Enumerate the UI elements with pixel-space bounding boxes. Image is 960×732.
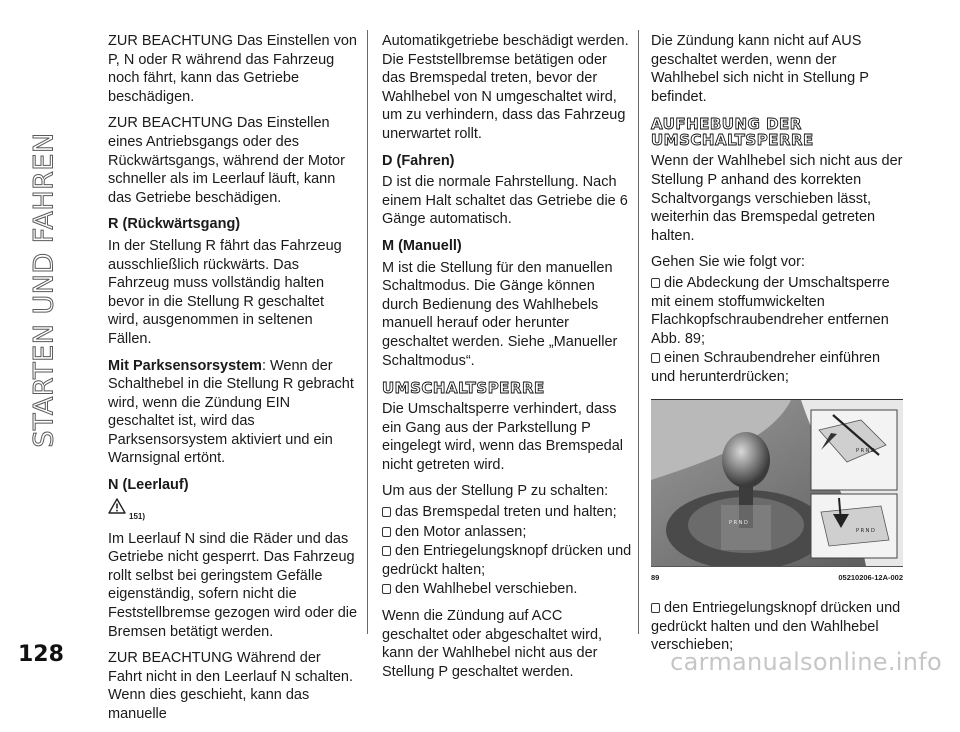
svg-text:P R N D: P R N D — [856, 527, 875, 534]
warning-ref-number: 151) — [129, 511, 146, 521]
section-heading: AUFHEBUNG DER UMSCHALTSPERRE — [651, 115, 814, 150]
text-column-1 — [108, 32, 358, 732]
note-paragraph: ZUR BEACHTUNG Das Einstellen eines Antriebsgangs oder des Rückwärtsgangs, während der Motor schneller als im Leerlauf läuft, kann das Getriebe beschädigen. — [108, 115, 345, 206]
warning-reference — [108, 498, 358, 520]
checkbox-bullet-icon — [651, 603, 660, 613]
list-item — [651, 274, 903, 348]
checkbox-bullet-icon — [651, 353, 660, 363]
body-paragraph: Die Umschaltsperre verhindert, dass ein Gang aus der Parkstellung P eingelegt wird, wenn das Bremspedal nicht getreten wird. — [382, 401, 623, 473]
body-paragraph: Im Leerlauf N sind die Räder und das Getriebe nicht gesperrt. Das Fahrzeug rollt selbst bei geringstem Gefälle eigenständig, sofern nicht die Feststellbremse gezogen wird oder die Bremsen betätigt werden. — [108, 530, 358, 640]
svg-text:P R N D: P R N D — [856, 447, 875, 454]
chapter-side-tab: STARTEN UND FAHREN — [28, 132, 60, 448]
checkbox-bullet-icon — [382, 507, 391, 517]
list-item-text: den Motor anlassen; — [395, 523, 527, 540]
list-item — [651, 349, 903, 386]
bold-lead: Mit Parksensorsystem — [108, 357, 262, 374]
column-divider — [638, 30, 639, 634]
checkbox-bullet-icon — [382, 527, 391, 537]
list-item-text: den Entriegelungsknopf drücken und gedrückt halten; — [382, 543, 632, 578]
checkbox-bullet-icon — [382, 546, 391, 556]
page-number: 128 — [18, 642, 64, 667]
figure-caption — [651, 566, 903, 588]
list-item-text: den Wahlhebel verschieben. — [395, 581, 578, 598]
subheading-neutral: N (Leerlauf) — [108, 477, 189, 494]
body-paragraph: Automatikgetriebe beschädigt werden. Die Feststellbremse betätigen oder das Bremspedal treten, bevor der Wahlhebel von N umgeschaltet wird, um zu verhindern, dass das Fahrzeug unerwartet rollt. — [382, 33, 629, 142]
note-paragraph: ZUR BEACHTUNG Das Einstellen von P, N oder R während das Fahrzeug noch fährt, kann das Getriebe beschädigen. — [108, 33, 357, 105]
checkbox-bullet-icon — [382, 584, 391, 594]
list-item-text: die Abdeckung der Umschaltsperre mit einem stoffumwickelten Flachkopfschraubendreher entfernen Abb. 89; — [651, 274, 890, 347]
body-paragraph: D ist die normale Fahrstellung. Nach einem Halt schaltet das Getriebe die 6 Gänge automatisch. — [382, 174, 628, 228]
section-heading: UMSCHALTSPERRE — [382, 379, 545, 398]
body-paragraph: Um aus der Stellung P zu schalten: — [382, 483, 609, 500]
figure-89 — [651, 399, 903, 588]
note-paragraph: ZUR BEACHTUNG Während der Fahrt nicht in den Leerlauf N schalten. Wenn dies geschieht, kann das manuelle — [108, 650, 354, 722]
column-divider — [367, 30, 368, 634]
text-column-2 — [382, 32, 632, 689]
svg-text:P R N D: P R N D — [729, 519, 748, 526]
list-item — [651, 599, 903, 655]
body-paragraph: Gehen Sie wie folgt vor: — [651, 254, 805, 271]
figure-code: 05210206-12A-002 — [838, 572, 903, 582]
checkbox-bullet-icon — [651, 278, 660, 288]
paragraph-rest: : Wenn der Schalthebel in die Stellung R gebracht wird, wenn die Zündung EIN geschaltet ist, wird das Parksensorsystem aktiviert und ein Warnsignal ertönt. — [108, 357, 354, 467]
list-item-text: den Entriegelungsknopf drücken und gedrückt halten und den Wahlhebel verschieben; — [651, 600, 901, 654]
text-column-3 — [651, 32, 903, 656]
body-paragraph: Die Zündung kann nicht auf AUS geschaltet werden, wenn der Wahlhebel sich nicht in Stellung P befindet. — [651, 33, 869, 105]
list-item — [382, 542, 632, 579]
figure-number: 89 — [651, 572, 660, 582]
warning-triangle-icon — [108, 498, 126, 514]
list-item — [382, 503, 632, 522]
body-paragraph — [108, 357, 358, 469]
body-paragraph: In der Stellung R fährt das Fahrzeug ausschließlich rückwärts. Das Fahrzeug muss vollständig halten bevor in die Stellung R geschaltet wird, ausgenommen in seltenen Fällen. — [108, 237, 342, 347]
list-item — [382, 523, 632, 542]
subheading-drive: D (Fahren) — [382, 152, 455, 169]
body-paragraph: Wenn der Wahlhebel sich nicht aus der Stellung P anhand des korrekten Schaltvorgangs verschieben lässt, weiterhin das Bremspedal getreten halten. — [651, 153, 903, 244]
body-paragraph: M ist die Stellung für den manuellen Schaltmodus. Die Gänge können durch Bedienung des Wahlhebels manuell herauf oder herunter geschaltet werden. Siehe „Manueller Schaltmodus“. — [382, 259, 618, 369]
subheading-manual: M (Manuell) — [382, 237, 462, 254]
body-paragraph: Wenn die Zündung auf ACC geschaltet oder abgeschaltet wird, kann der Wahlhebel nicht aus der Stellung P geschaltet werden. — [382, 608, 603, 680]
subheading-reverse: R (Rückwärtsgang) — [108, 216, 241, 233]
list-item-text: einen Schraubendreher einführen und herunterdrücken; — [651, 350, 881, 385]
list-item-text: das Bremspedal treten und halten; — [395, 504, 617, 521]
list-item — [382, 580, 632, 599]
watermark: carmanualsonline.info — [670, 648, 942, 676]
shift-lever-illustration — [651, 400, 903, 566]
